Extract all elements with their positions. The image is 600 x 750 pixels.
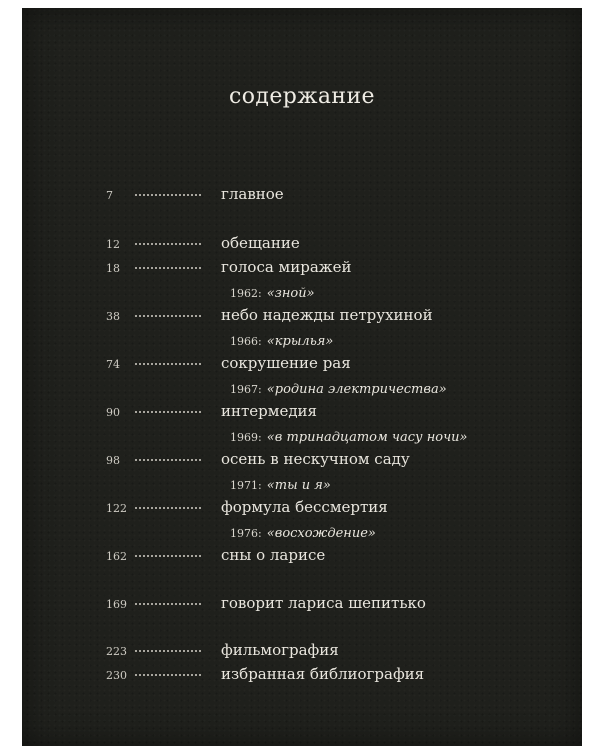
page-number: 38 xyxy=(106,310,120,323)
page-number: 7 xyxy=(106,189,113,202)
chapter-title: избранная библиография xyxy=(221,665,425,683)
dot-leader xyxy=(134,602,202,606)
page-number: 169 xyxy=(106,598,127,611)
book-page xyxy=(22,8,582,746)
film-title: «родина электричества» xyxy=(266,382,447,397)
dot-leader xyxy=(134,410,202,414)
film-subtitle xyxy=(230,378,447,398)
dot-leader xyxy=(134,673,202,677)
chapter-title: фильмография xyxy=(221,641,339,659)
film-year: 1971: xyxy=(230,479,262,492)
chapter-title: небо надежды петрухиной xyxy=(221,306,433,324)
film-subtitle xyxy=(230,330,333,350)
toc-entry-sokrushenie-raya xyxy=(22,354,582,378)
film-year: 1966: xyxy=(230,335,262,348)
chapter-title: формула бессмертия xyxy=(221,498,388,516)
toc-entry-osen xyxy=(22,450,582,474)
film-year: 1962: xyxy=(230,287,262,300)
chapter-title: обещание xyxy=(221,234,300,252)
film-year: 1976: xyxy=(230,527,262,540)
chapter-title: сны о ларисе xyxy=(221,546,326,564)
toc-entry-intermediya xyxy=(22,402,582,426)
dot-leader xyxy=(134,193,202,197)
page-title: содержание xyxy=(229,84,375,109)
dot-leader xyxy=(134,314,202,318)
chapter-title: говорит лариса шепитько xyxy=(221,594,426,612)
toc-entry-golosa-mirazhey xyxy=(22,258,582,282)
chapter-title: сокрушение рая xyxy=(221,354,351,372)
page-number: 12 xyxy=(106,238,120,251)
film-subtitle xyxy=(230,474,331,494)
page-number: 90 xyxy=(106,406,120,419)
toc-entry-nebo-nadezhdy xyxy=(22,306,582,330)
film-title: «зной» xyxy=(266,286,315,301)
toc-entry-glavnoe xyxy=(22,185,582,209)
film-title: «крылья» xyxy=(266,334,334,349)
dot-leader xyxy=(134,649,202,653)
page-number: 162 xyxy=(106,550,127,563)
dot-leader xyxy=(134,554,202,558)
page-number: 223 xyxy=(106,645,127,658)
page-number: 74 xyxy=(106,358,120,371)
dot-leader xyxy=(134,242,202,246)
chapter-title: осень в нескучном саду xyxy=(221,450,410,468)
page-number: 98 xyxy=(106,454,120,467)
film-title: «восхождение» xyxy=(266,526,376,541)
dot-leader xyxy=(134,506,202,510)
film-title: «в тринадцатом часу ночи» xyxy=(266,430,468,445)
dot-leader xyxy=(134,362,202,366)
film-subtitle xyxy=(230,282,315,302)
page-number: 230 xyxy=(106,669,127,682)
toc-entry-filmografiya xyxy=(22,641,582,665)
toc-entry-govorit xyxy=(22,594,582,618)
chapter-title: интермедия xyxy=(221,402,318,420)
dot-leader xyxy=(134,266,202,270)
film-title: «ты и я» xyxy=(266,478,331,493)
toc-entry-sny xyxy=(22,546,582,570)
film-subtitle xyxy=(230,522,376,542)
dot-leader xyxy=(134,458,202,462)
page-number: 18 xyxy=(106,262,120,275)
chapter-title: голоса миражей xyxy=(221,258,352,276)
chapter-title: главное xyxy=(221,185,284,203)
film-year: 1969: xyxy=(230,431,262,444)
toc-entry-obeshchanie xyxy=(22,234,582,258)
toc-entry-bibliografiya xyxy=(22,665,582,689)
page-number: 122 xyxy=(106,502,127,515)
toc-entry-formula xyxy=(22,498,582,522)
film-year: 1967: xyxy=(230,383,262,396)
film-subtitle xyxy=(230,426,468,446)
